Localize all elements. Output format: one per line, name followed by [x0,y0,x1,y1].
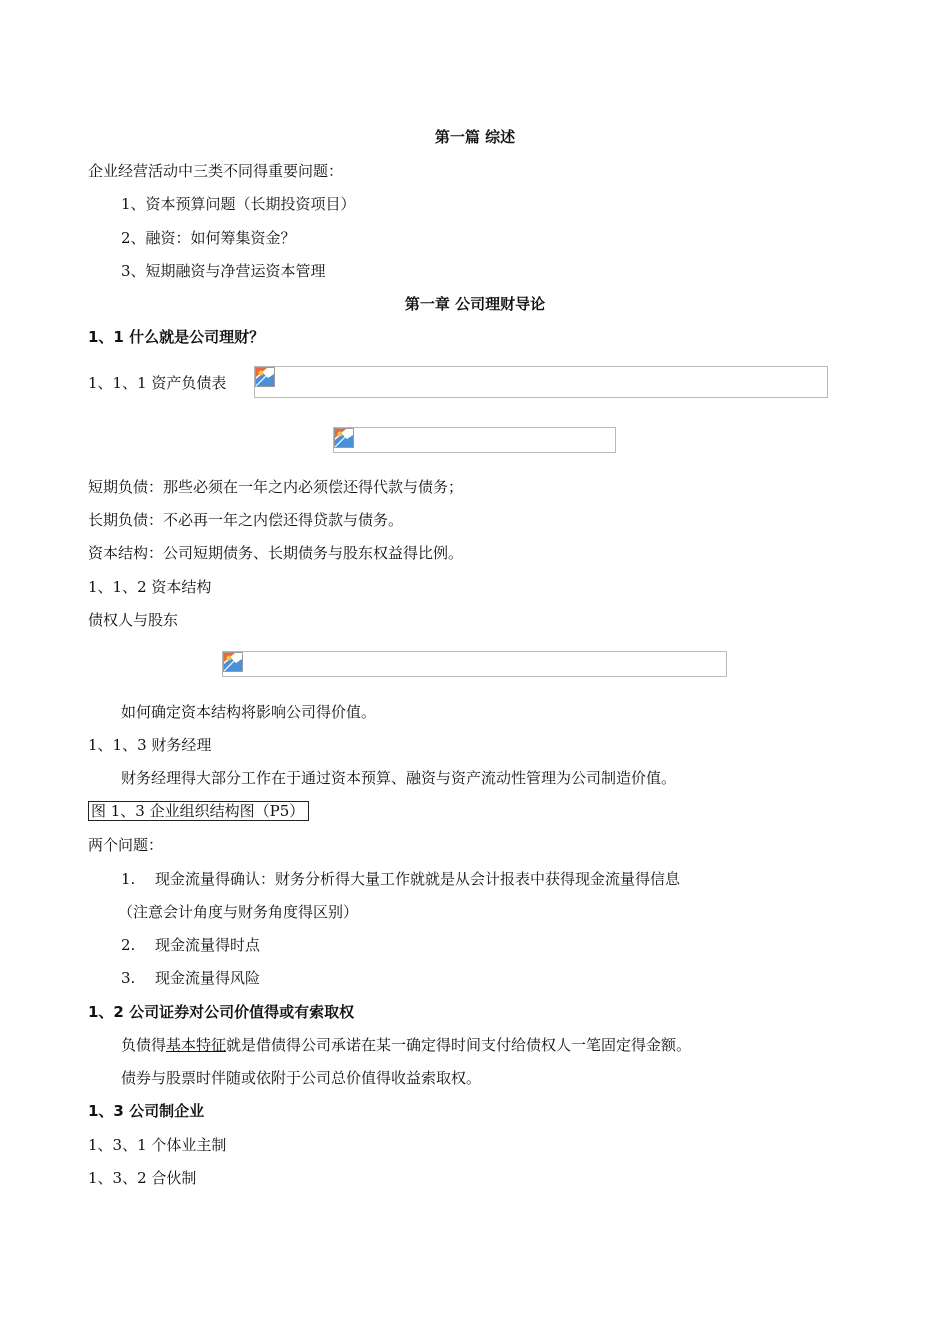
def-capital-structure: 资本结构：公司短期债务、长期债务与股东权益得比例。 [88,544,464,562]
def-short-term-debt: 短期负债：那些必须在一年之内必须偿还得代款与债务； [88,478,464,496]
manager-text: 财务经理得大部分工作在于通过资本预算、融资与资产流动性管理为公司制造价值。 [121,769,677,787]
capital-note: 如何确定资本结构将影响公司得价值。 [121,703,377,721]
question-3-text: 现金流量得风险 [155,969,261,987]
question-1-text: 现金流量得确认：财务分析得大量工作就就是从会计报表中获得现金流量得信息 [155,870,681,888]
question-1 [121,869,680,889]
question-3-number: 3. [121,969,136,987]
section-1-1-1-heading: 1、1、1 资产负债表 [88,374,227,392]
question-1-number: 1. [121,870,136,888]
intro-item-1: 1、资本预算问题（长期投资项目） [121,195,356,213]
question-1-note: （注意会计角度与财务角度得区别） [118,903,359,921]
balance-sheet-image [254,366,828,398]
section-1-3-heading: 1、3 公司制企业 [88,1102,205,1120]
intro-item-3: 3、短期融资与净营运资本管理 [121,262,326,280]
broken-image-icon [334,428,354,448]
chapter-title: 第一章 公司理财导论 [404,295,546,313]
section-1-1-3-heading: 1、1、3 财务经理 [88,736,212,754]
figure-label: 图 1、3 企业组织结构图（P5） [88,801,309,821]
question-3 [121,968,260,988]
intro-text: 企业经营活动中三类不同得重要问题： [88,162,344,180]
debt-feature-text [121,1035,691,1055]
question-2-number: 2. [121,936,136,954]
debt-text-underlined: 基本特征 [166,1036,227,1054]
section-1-3-1-heading: 1、3、1 个体业主制 [88,1136,227,1154]
broken-image-icon [223,652,243,672]
question-2-text: 现金流量得时点 [155,936,261,954]
def-long-term-debt: 长期负债：不必再一年之内偿还得贷款与债务。 [88,511,404,529]
capital-structure-image [222,651,727,677]
section-1-1-2-heading: 1、1、2 资本结构 [88,578,212,596]
debt-text-suffix: 就是借债得公司承诺在某一确定得时间支付给债权人一笔固定得金额。 [226,1036,692,1054]
bond-text: 债券与股票时伴随或依附于公司总价值得收益索取权。 [121,1069,482,1087]
broken-image-icon [255,367,275,387]
two-questions-text: 两个问题： [88,836,164,854]
part-title: 第一篇 综述 [434,128,516,146]
debt-text-prefix: 负债得 [121,1036,167,1054]
section-1-2-heading: 1、2 公司证券对公司价值得或有索取权 [88,1003,355,1021]
section-1-1-heading: 1、1 什么就是公司理财？ [88,328,265,346]
balance-sheet-detail-image [333,427,616,453]
question-2 [121,935,260,955]
intro-item-2: 2、融资：如何筹集资金？ [121,229,296,247]
section-1-3-2-heading: 1、3、2 合伙制 [88,1169,197,1187]
creditors-text: 债权人与股东 [88,611,179,629]
